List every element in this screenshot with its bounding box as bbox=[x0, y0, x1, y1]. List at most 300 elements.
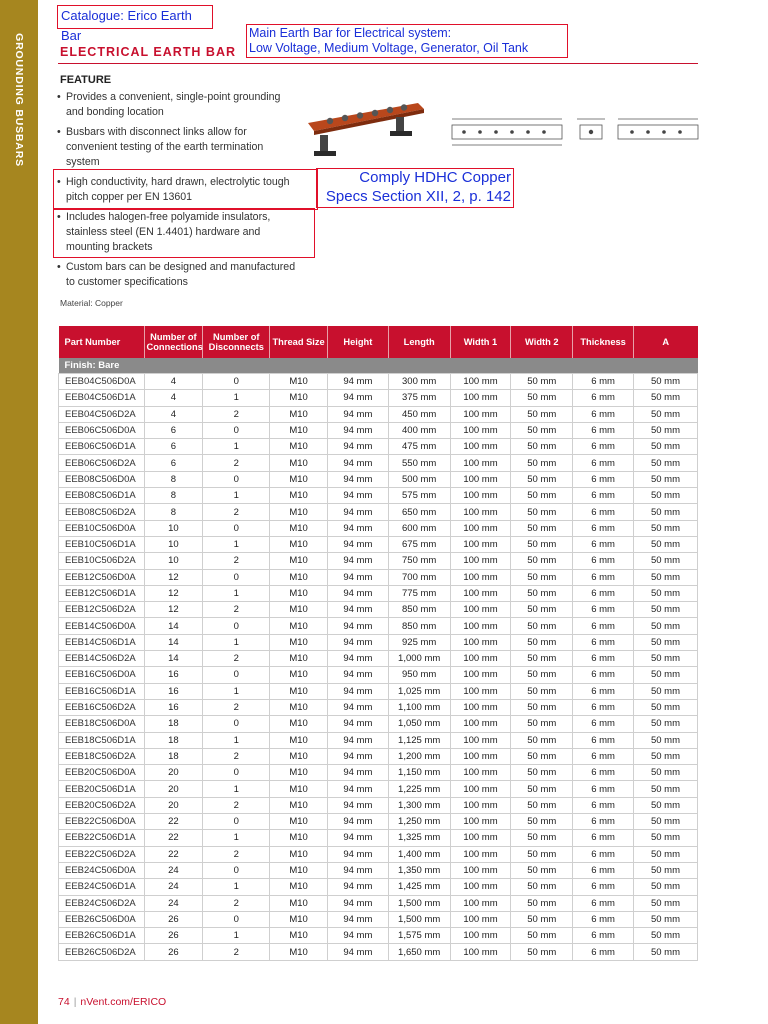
table-cell: 18 bbox=[144, 716, 203, 732]
table-row bbox=[59, 374, 698, 390]
table-cell: 100 mm bbox=[450, 390, 511, 406]
table-cell: 1 bbox=[203, 390, 270, 406]
col-header: Height bbox=[327, 326, 388, 358]
table-cell: 0 bbox=[203, 667, 270, 683]
table-cell: EEB16C506D1A bbox=[59, 683, 145, 699]
table-cell: 1,100 mm bbox=[388, 699, 450, 715]
table-cell: 2 bbox=[203, 553, 270, 569]
table-cell: 94 mm bbox=[327, 732, 388, 748]
table-cell: 94 mm bbox=[327, 422, 388, 438]
table-cell: 50 mm bbox=[511, 504, 573, 520]
table-cell: 94 mm bbox=[327, 471, 388, 487]
table-cell: 50 mm bbox=[634, 422, 698, 438]
table-cell: 50 mm bbox=[511, 716, 573, 732]
table-cell: 100 mm bbox=[450, 651, 511, 667]
table-cell: 24 bbox=[144, 879, 203, 895]
table-cell: M10 bbox=[270, 374, 328, 390]
table-cell: 6 mm bbox=[573, 471, 634, 487]
table-cell: M10 bbox=[270, 471, 328, 487]
table-cell: EEB22C506D0A bbox=[59, 814, 145, 830]
table-cell: 50 mm bbox=[511, 895, 573, 911]
table-cell: M10 bbox=[270, 830, 328, 846]
table-cell: 1 bbox=[203, 732, 270, 748]
table-cell: 50 mm bbox=[634, 895, 698, 911]
table-cell: 94 mm bbox=[327, 520, 388, 536]
table-row bbox=[59, 732, 698, 748]
table-cell: 925 mm bbox=[388, 634, 450, 650]
comply-annotation bbox=[316, 168, 514, 208]
table-cell: 50 mm bbox=[511, 928, 573, 944]
table-cell: 50 mm bbox=[511, 814, 573, 830]
main-annotation-line1: Main Earth Bar for Electrical system: bbox=[249, 26, 452, 40]
table-cell: M10 bbox=[270, 781, 328, 797]
table-cell: 600 mm bbox=[388, 520, 450, 536]
table-cell: 4 bbox=[144, 374, 203, 390]
table-cell: 6 mm bbox=[573, 846, 634, 862]
table-cell: 8 bbox=[144, 471, 203, 487]
table-cell: 0 bbox=[203, 911, 270, 927]
table-cell: EEB20C506D0A bbox=[59, 765, 145, 781]
feature-item: • High conductivity, hard drawn, electrolytic tough pitch copper per EN 13601 bbox=[57, 175, 297, 205]
table-cell: 100 mm bbox=[450, 683, 511, 699]
table-cell: 50 mm bbox=[634, 634, 698, 650]
table-row bbox=[59, 895, 698, 911]
table-cell: 300 mm bbox=[388, 374, 450, 390]
table-cell: 100 mm bbox=[450, 504, 511, 520]
table-cell: 2 bbox=[203, 699, 270, 715]
table-row bbox=[59, 699, 698, 715]
table-cell: 6 mm bbox=[573, 862, 634, 878]
table-cell: 20 bbox=[144, 781, 203, 797]
table-cell: 14 bbox=[144, 634, 203, 650]
table-cell: 2 bbox=[203, 406, 270, 422]
table-cell: 50 mm bbox=[511, 406, 573, 422]
table-cell: 50 mm bbox=[511, 683, 573, 699]
table-cell: 94 mm bbox=[327, 814, 388, 830]
feature-item: • Provides a convenient, single-point grounding and bonding location bbox=[57, 90, 297, 120]
table-cell: 0 bbox=[203, 862, 270, 878]
sidebar-label: GROUNDING BUSBARS bbox=[13, 33, 25, 167]
table-cell: 1 bbox=[203, 634, 270, 650]
table-cell: EEB26C506D1A bbox=[59, 928, 145, 944]
table-cell: 94 mm bbox=[327, 667, 388, 683]
table-cell: 100 mm bbox=[450, 748, 511, 764]
table-cell: EEB26C506D2A bbox=[59, 944, 145, 960]
table-cell: 1 bbox=[203, 585, 270, 601]
table-cell: 50 mm bbox=[634, 846, 698, 862]
table-cell: 50 mm bbox=[634, 390, 698, 406]
table-cell: 100 mm bbox=[450, 846, 511, 862]
table-cell: M10 bbox=[270, 944, 328, 960]
table-cell: 12 bbox=[144, 602, 203, 618]
table-cell: 6 mm bbox=[573, 797, 634, 813]
table-cell: 94 mm bbox=[327, 634, 388, 650]
table-cell: 10 bbox=[144, 520, 203, 536]
table-cell: 2 bbox=[203, 846, 270, 862]
table-cell: 0 bbox=[203, 471, 270, 487]
table-cell: EEB12C506D2A bbox=[59, 602, 145, 618]
table-cell: M10 bbox=[270, 585, 328, 601]
table-cell: 100 mm bbox=[450, 488, 511, 504]
table-cell: 50 mm bbox=[511, 699, 573, 715]
table-cell: 0 bbox=[203, 716, 270, 732]
finish-row bbox=[59, 358, 698, 374]
table-cell: 6 mm bbox=[573, 406, 634, 422]
table-cell: M10 bbox=[270, 569, 328, 585]
table-cell: EEB16C506D0A bbox=[59, 667, 145, 683]
table-cell: 100 mm bbox=[450, 634, 511, 650]
table-cell: 100 mm bbox=[450, 569, 511, 585]
table-cell: 6 mm bbox=[573, 390, 634, 406]
table-cell: 50 mm bbox=[634, 536, 698, 552]
table-cell: 50 mm bbox=[634, 569, 698, 585]
table-row bbox=[59, 781, 698, 797]
table-cell: EEB04C506D2A bbox=[59, 406, 145, 422]
table-cell: 550 mm bbox=[388, 455, 450, 471]
table-cell: M10 bbox=[270, 765, 328, 781]
table-cell: 100 mm bbox=[450, 830, 511, 846]
table-row bbox=[59, 634, 698, 650]
table-cell: 50 mm bbox=[511, 569, 573, 585]
table-cell: M10 bbox=[270, 683, 328, 699]
table-row bbox=[59, 569, 698, 585]
table-cell: M10 bbox=[270, 814, 328, 830]
table-cell: 6 mm bbox=[573, 732, 634, 748]
table-cell: 94 mm bbox=[327, 390, 388, 406]
table-cell: 94 mm bbox=[327, 602, 388, 618]
table-cell: EEB06C506D0A bbox=[59, 422, 145, 438]
table-cell: 6 mm bbox=[573, 765, 634, 781]
table-cell: 12 bbox=[144, 569, 203, 585]
table-cell: 750 mm bbox=[388, 553, 450, 569]
table-cell: 16 bbox=[144, 667, 203, 683]
table-cell: EEB20C506D2A bbox=[59, 797, 145, 813]
table-cell: 6 mm bbox=[573, 634, 634, 650]
table-cell: 50 mm bbox=[511, 781, 573, 797]
table-cell: 50 mm bbox=[511, 488, 573, 504]
table-cell: 94 mm bbox=[327, 374, 388, 390]
table-cell: 50 mm bbox=[634, 374, 698, 390]
table-cell: 6 mm bbox=[573, 585, 634, 601]
table-cell: 1,650 mm bbox=[388, 944, 450, 960]
table-row bbox=[59, 667, 698, 683]
table-cell: 50 mm bbox=[634, 944, 698, 960]
table-cell: 94 mm bbox=[327, 781, 388, 797]
table-cell: 50 mm bbox=[634, 732, 698, 748]
table-cell: 6 bbox=[144, 439, 203, 455]
table-cell: 94 mm bbox=[327, 406, 388, 422]
table-cell: 6 mm bbox=[573, 667, 634, 683]
table-cell: 50 mm bbox=[634, 667, 698, 683]
table-cell: 475 mm bbox=[388, 439, 450, 455]
table-cell: 100 mm bbox=[450, 439, 511, 455]
table-cell: M10 bbox=[270, 928, 328, 944]
table-cell: 1,050 mm bbox=[388, 716, 450, 732]
table-cell: 6 mm bbox=[573, 618, 634, 634]
table-cell: EEB10C506D2A bbox=[59, 553, 145, 569]
material-note: Material: Copper bbox=[60, 298, 123, 308]
table-cell: 2 bbox=[203, 748, 270, 764]
table-cell: 50 mm bbox=[634, 651, 698, 667]
table-cell: 6 mm bbox=[573, 879, 634, 895]
table-cell: 950 mm bbox=[388, 667, 450, 683]
table-cell: 6 mm bbox=[573, 374, 634, 390]
table-cell: EEB26C506D0A bbox=[59, 911, 145, 927]
table-row bbox=[59, 879, 698, 895]
table-row bbox=[59, 862, 698, 878]
table-cell: 94 mm bbox=[327, 504, 388, 520]
table-cell: M10 bbox=[270, 390, 328, 406]
highlight-box-copper bbox=[53, 169, 318, 210]
table-cell: 1 bbox=[203, 439, 270, 455]
table-cell: 0 bbox=[203, 765, 270, 781]
table-cell: 6 mm bbox=[573, 455, 634, 471]
table-cell: 50 mm bbox=[634, 781, 698, 797]
table-row bbox=[59, 602, 698, 618]
table-cell: 50 mm bbox=[511, 862, 573, 878]
table-cell: 50 mm bbox=[511, 455, 573, 471]
table-cell: 4 bbox=[144, 390, 203, 406]
table-cell: 50 mm bbox=[511, 439, 573, 455]
table-row bbox=[59, 683, 698, 699]
table-cell: M10 bbox=[270, 879, 328, 895]
table-cell: 100 mm bbox=[450, 406, 511, 422]
table-cell: 6 mm bbox=[573, 699, 634, 715]
table-row bbox=[59, 765, 698, 781]
feature-item: • Includes halogen-free polyamide insulators, stainless steel (EN 1.4401) hardware and mounting brackets bbox=[57, 210, 297, 255]
table-row bbox=[59, 797, 698, 813]
table-cell: 1,200 mm bbox=[388, 748, 450, 764]
table-cell: 6 mm bbox=[573, 439, 634, 455]
table-cell: 0 bbox=[203, 814, 270, 830]
table-cell: 1,300 mm bbox=[388, 797, 450, 813]
table-cell: M10 bbox=[270, 488, 328, 504]
table-cell: 12 bbox=[144, 585, 203, 601]
table-cell: 6 mm bbox=[573, 569, 634, 585]
table-cell: 94 mm bbox=[327, 862, 388, 878]
table-cell: 94 mm bbox=[327, 830, 388, 846]
table-cell: 6 mm bbox=[573, 944, 634, 960]
table-cell: M10 bbox=[270, 716, 328, 732]
table-cell: 0 bbox=[203, 569, 270, 585]
table-cell: 50 mm bbox=[511, 879, 573, 895]
table-cell: 100 mm bbox=[450, 732, 511, 748]
table-cell: EEB14C506D2A bbox=[59, 651, 145, 667]
table-row bbox=[59, 488, 698, 504]
table-cell: 100 mm bbox=[450, 911, 511, 927]
table-cell: 94 mm bbox=[327, 455, 388, 471]
table-cell: 2 bbox=[203, 797, 270, 813]
table-cell: 100 mm bbox=[450, 699, 511, 715]
table-cell: 94 mm bbox=[327, 748, 388, 764]
busbar-product-image bbox=[300, 95, 430, 165]
table-cell: 94 mm bbox=[327, 651, 388, 667]
table-cell: M10 bbox=[270, 651, 328, 667]
table-cell: 100 mm bbox=[450, 618, 511, 634]
highlight-box-insulators bbox=[53, 208, 315, 258]
col-header: Number of Connections bbox=[144, 326, 203, 358]
comply-line1: Comply HDHC Copper bbox=[359, 169, 511, 186]
table-cell: 50 mm bbox=[511, 765, 573, 781]
table-cell: 1,400 mm bbox=[388, 846, 450, 862]
table-cell: EEB08C506D0A bbox=[59, 471, 145, 487]
main-earth-bar-annotation bbox=[246, 24, 568, 58]
table-row bbox=[59, 553, 698, 569]
table-cell: M10 bbox=[270, 504, 328, 520]
table-cell: 24 bbox=[144, 895, 203, 911]
table-row bbox=[59, 422, 698, 438]
table-cell: 6 bbox=[144, 422, 203, 438]
table-cell: EEB18C506D0A bbox=[59, 716, 145, 732]
table-cell: 50 mm bbox=[634, 765, 698, 781]
table-cell: 6 mm bbox=[573, 602, 634, 618]
table-row bbox=[59, 846, 698, 862]
table-cell: 26 bbox=[144, 928, 203, 944]
table-cell: 1 bbox=[203, 536, 270, 552]
table-cell: EEB24C506D0A bbox=[59, 862, 145, 878]
table-cell: 50 mm bbox=[634, 455, 698, 471]
table-cell: 675 mm bbox=[388, 536, 450, 552]
table-cell: 94 mm bbox=[327, 911, 388, 927]
table-cell: 94 mm bbox=[327, 716, 388, 732]
table-cell: EEB04C506D1A bbox=[59, 390, 145, 406]
table-cell: 6 mm bbox=[573, 683, 634, 699]
table-cell: 100 mm bbox=[450, 814, 511, 830]
table-cell: EEB12C506D1A bbox=[59, 585, 145, 601]
table-cell: EEB18C506D2A bbox=[59, 748, 145, 764]
table-cell: 100 mm bbox=[450, 928, 511, 944]
table-cell: 50 mm bbox=[511, 634, 573, 650]
table-cell: 50 mm bbox=[634, 471, 698, 487]
table-row bbox=[59, 830, 698, 846]
table-cell: 100 mm bbox=[450, 471, 511, 487]
table-cell: 50 mm bbox=[511, 602, 573, 618]
table-cell: 100 mm bbox=[450, 797, 511, 813]
table-cell: EEB22C506D2A bbox=[59, 846, 145, 862]
col-header: Thread Size bbox=[270, 326, 328, 358]
catalogue-annotation: Catalogue: Erico Earth Bar bbox=[57, 5, 213, 29]
table-cell: 50 mm bbox=[634, 911, 698, 927]
table-cell: 0 bbox=[203, 618, 270, 634]
table-cell: 100 mm bbox=[450, 862, 511, 878]
table-cell: 575 mm bbox=[388, 488, 450, 504]
table-cell: 14 bbox=[144, 618, 203, 634]
col-header: Width 2 bbox=[511, 326, 573, 358]
table-cell: 100 mm bbox=[450, 602, 511, 618]
col-header: Thickness bbox=[573, 326, 634, 358]
table-cell: 100 mm bbox=[450, 585, 511, 601]
table-cell: M10 bbox=[270, 732, 328, 748]
table-cell: 50 mm bbox=[511, 846, 573, 862]
table-cell: 22 bbox=[144, 814, 203, 830]
table-cell: 1,225 mm bbox=[388, 781, 450, 797]
table-cell: 6 mm bbox=[573, 553, 634, 569]
table-row bbox=[59, 716, 698, 732]
table-cell: 4 bbox=[144, 406, 203, 422]
table-cell: 94 mm bbox=[327, 765, 388, 781]
table-cell: 94 mm bbox=[327, 569, 388, 585]
table-cell: 20 bbox=[144, 765, 203, 781]
table-cell: 400 mm bbox=[388, 422, 450, 438]
table-row bbox=[59, 748, 698, 764]
table-cell: EEB24C506D2A bbox=[59, 895, 145, 911]
table-row bbox=[59, 944, 698, 960]
table-cell: EEB18C506D1A bbox=[59, 732, 145, 748]
table-row bbox=[59, 814, 698, 830]
table-cell: 100 mm bbox=[450, 520, 511, 536]
table-cell: 50 mm bbox=[634, 748, 698, 764]
table-row bbox=[59, 439, 698, 455]
table-cell: 1,325 mm bbox=[388, 830, 450, 846]
table-cell: 94 mm bbox=[327, 488, 388, 504]
table-cell: 100 mm bbox=[450, 374, 511, 390]
table-cell: 18 bbox=[144, 732, 203, 748]
table-cell: 6 mm bbox=[573, 748, 634, 764]
table-cell: 450 mm bbox=[388, 406, 450, 422]
table-row bbox=[59, 471, 698, 487]
table-cell: 50 mm bbox=[634, 699, 698, 715]
table-cell: 100 mm bbox=[450, 667, 511, 683]
table-cell: M10 bbox=[270, 553, 328, 569]
table-cell: 26 bbox=[144, 911, 203, 927]
table-cell: 2 bbox=[203, 895, 270, 911]
table-cell: 50 mm bbox=[634, 504, 698, 520]
table-cell: EEB04C506D0A bbox=[59, 374, 145, 390]
table-cell: 94 mm bbox=[327, 553, 388, 569]
table-cell: 94 mm bbox=[327, 797, 388, 813]
table-cell: 50 mm bbox=[511, 797, 573, 813]
table-cell: 2 bbox=[203, 944, 270, 960]
feature-item: • Busbars with disconnect links allow for convenient testing of the earth termination system bbox=[57, 125, 297, 170]
table-cell: 94 mm bbox=[327, 536, 388, 552]
table-cell: 50 mm bbox=[634, 797, 698, 813]
table-cell: 0 bbox=[203, 422, 270, 438]
table-cell: 50 mm bbox=[634, 928, 698, 944]
table-cell: EEB10C506D1A bbox=[59, 536, 145, 552]
footer-site: nVent.com/ERICO bbox=[80, 996, 167, 1008]
table-cell: 1,125 mm bbox=[388, 732, 450, 748]
table-cell: 100 mm bbox=[450, 765, 511, 781]
table-cell: 8 bbox=[144, 504, 203, 520]
table-cell: 775 mm bbox=[388, 585, 450, 601]
feature-heading: FEATURE bbox=[60, 74, 112, 86]
table-cell: 14 bbox=[144, 651, 203, 667]
table-cell: M10 bbox=[270, 602, 328, 618]
spec-table bbox=[58, 326, 698, 961]
table-cell: M10 bbox=[270, 455, 328, 471]
table-cell: EEB08C506D1A bbox=[59, 488, 145, 504]
table-row bbox=[59, 455, 698, 471]
table-cell: 22 bbox=[144, 846, 203, 862]
table-cell: 94 mm bbox=[327, 585, 388, 601]
table-cell: 50 mm bbox=[634, 830, 698, 846]
table-cell: 50 mm bbox=[511, 748, 573, 764]
table-cell: M10 bbox=[270, 797, 328, 813]
table-cell: M10 bbox=[270, 422, 328, 438]
table-cell: EEB06C506D1A bbox=[59, 439, 145, 455]
technical-drawing bbox=[440, 115, 700, 155]
table-cell: M10 bbox=[270, 667, 328, 683]
table-cell: 50 mm bbox=[634, 618, 698, 634]
table-cell: 100 mm bbox=[450, 455, 511, 471]
table-cell: 24 bbox=[144, 862, 203, 878]
table-cell: 0 bbox=[203, 374, 270, 390]
main-annotation-line2: Low Voltage, Medium Voltage, Generator, Oil Tank bbox=[249, 40, 529, 55]
table-cell: 6 mm bbox=[573, 895, 634, 911]
table-cell: M10 bbox=[270, 895, 328, 911]
table-cell: EEB10C506D0A bbox=[59, 520, 145, 536]
section-title: ELECTRICAL EARTH BAR bbox=[60, 45, 237, 59]
